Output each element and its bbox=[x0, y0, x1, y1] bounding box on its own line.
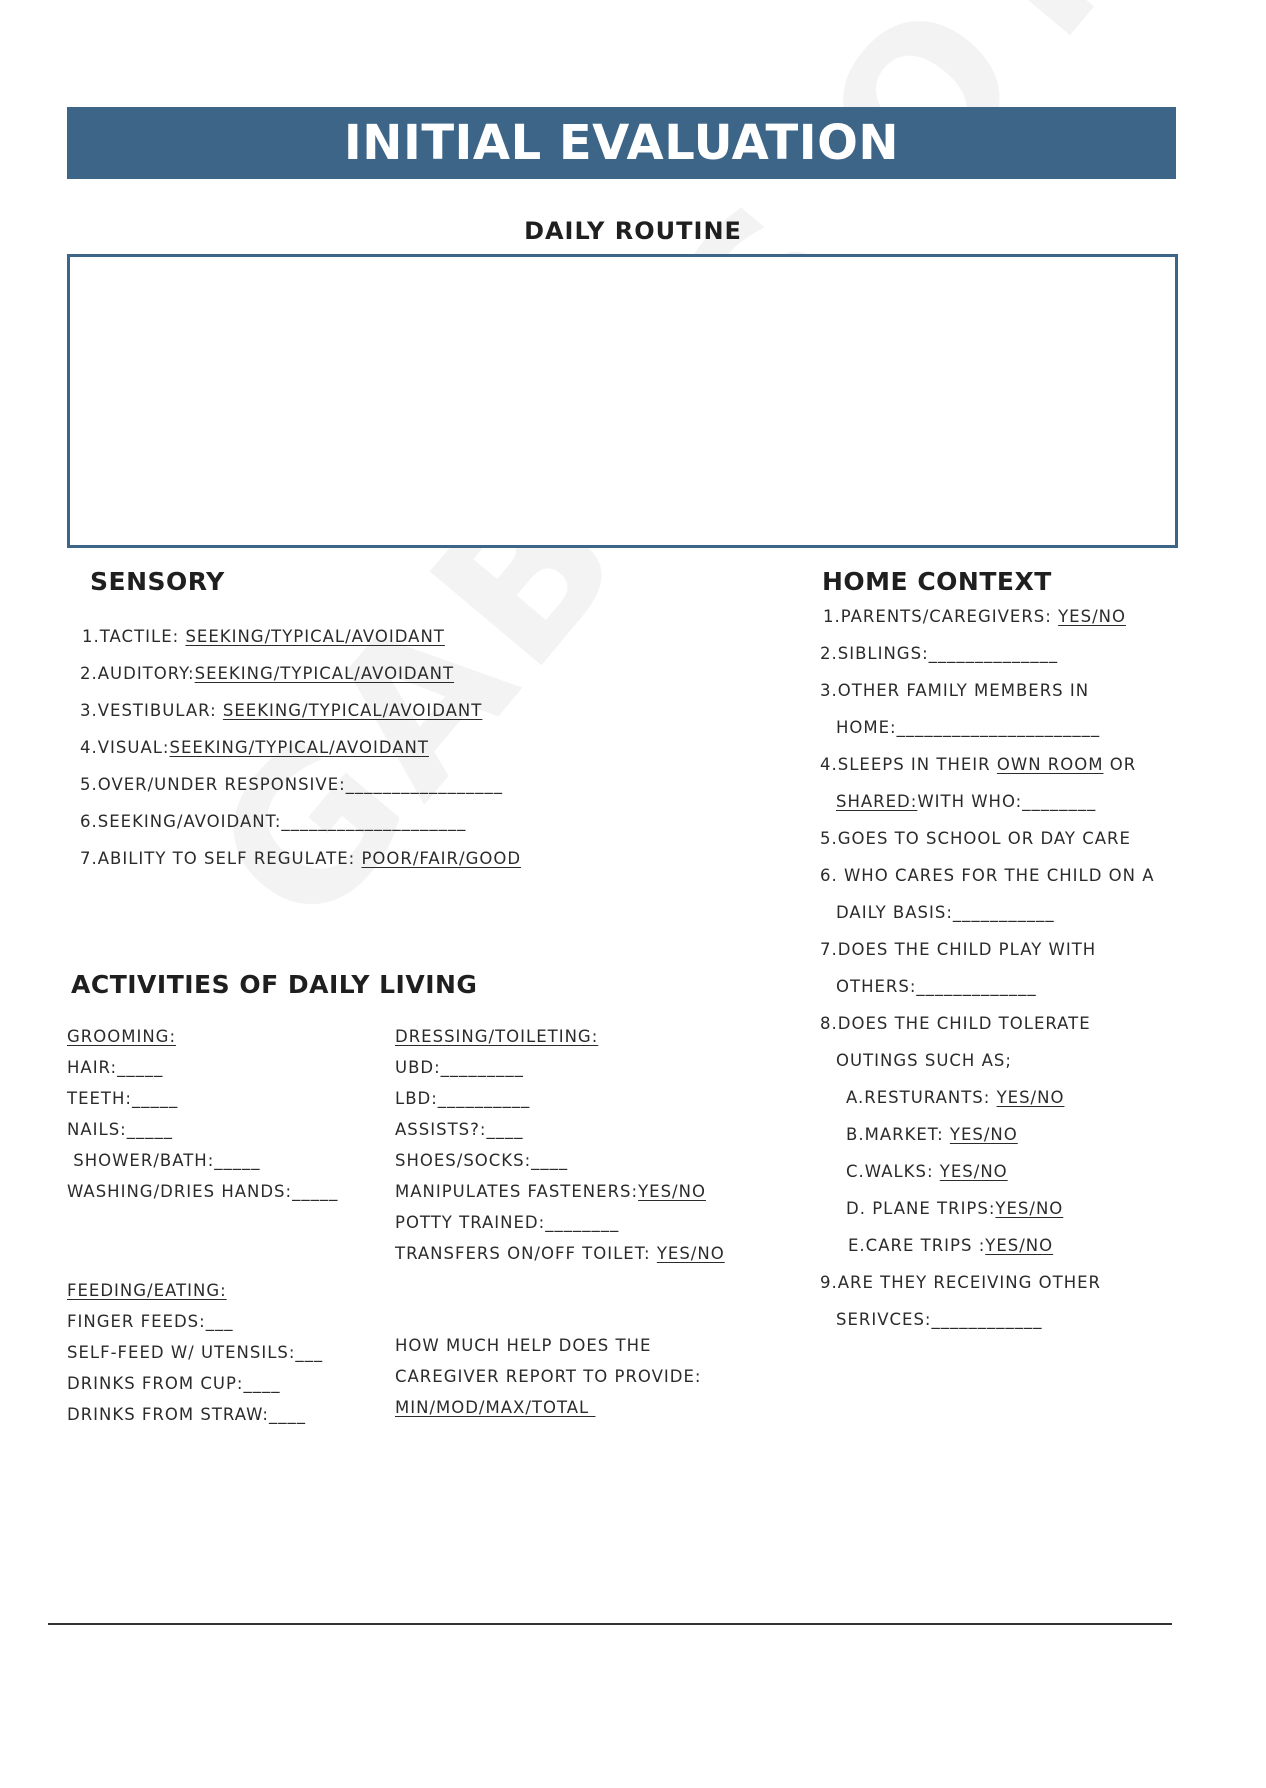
help-question-line-2: CAREGIVER REPORT TO PROVIDE: bbox=[395, 1367, 702, 1386]
dressing-item: SHOES/SOCKS:____ bbox=[395, 1151, 569, 1170]
title-banner bbox=[67, 107, 1176, 179]
grooming-item: TEETH:_____ bbox=[67, 1089, 179, 1108]
adl-heading: ACTIVITIES OF DAILY LIVING bbox=[71, 970, 478, 999]
sensory-item: 5.OVER/UNDER RESPONSIVE:_________________ bbox=[80, 775, 503, 794]
home-item-cont: OUTINGS SUCH AS; bbox=[836, 1051, 1012, 1070]
dressing-item: TRANSFERS ON/OFF TOILET: YES/NO bbox=[395, 1244, 725, 1263]
outing-item: D. PLANE TRIPS:YES/NO bbox=[846, 1199, 1064, 1218]
grooming-item: WASHING/DRIES HANDS:_____ bbox=[67, 1182, 339, 1201]
help-answer: MIN/MOD/MAX/TOTAL bbox=[395, 1398, 596, 1417]
home-item-cont: SERIVCES:____________ bbox=[836, 1310, 1043, 1329]
home-item: 6. WHO CARES FOR THE CHILD ON A bbox=[820, 866, 1155, 885]
sensory-item: 7.ABILITY TO SELF REGULATE: POOR/FAIR/GOOD bbox=[80, 849, 522, 868]
grooming-item: SHOWER/BATH:_____ bbox=[67, 1151, 261, 1170]
home-item: 5.GOES TO SCHOOL OR DAY CARE bbox=[820, 829, 1131, 848]
home-item: 1.PARENTS/CAREGIVERS: YES/NO bbox=[823, 607, 1126, 626]
page-title: INITIAL EVALUATION bbox=[343, 115, 900, 171]
home-item: 4.SLEEPS IN THEIR OWN ROOM OR bbox=[820, 755, 1137, 774]
home-item: 2.SIBLINGS:______________ bbox=[820, 644, 1059, 663]
outing-item: B.MARKET: YES/NO bbox=[846, 1125, 1018, 1144]
sensory-item: 6.SEEKING/AVOIDANT:____________________ bbox=[80, 812, 467, 831]
daily-routine-box[interactable] bbox=[67, 254, 1178, 548]
sensory-item: 2.AUDITORY:SEEKING/TYPICAL/AVOIDANT bbox=[80, 664, 455, 683]
outing-item: A.RESTURANTS: YES/NO bbox=[846, 1088, 1065, 1107]
sensory-item: 4.VISUAL:SEEKING/TYPICAL/AVOIDANT bbox=[80, 738, 429, 757]
home-item-cont: OTHERS:_____________ bbox=[836, 977, 1037, 996]
feeding-item: FINGER FEEDS:___ bbox=[67, 1312, 234, 1331]
sensory-item: 3.VESTIBULAR: SEEKING/TYPICAL/AVOIDANT bbox=[80, 701, 483, 720]
home-context-heading: HOME CONTEXT bbox=[822, 567, 1052, 596]
sensory-item: 1.TACTILE: SEEKING/TYPICAL/AVOIDANT bbox=[82, 627, 445, 646]
home-item-cont: DAILY BASIS:___________ bbox=[836, 903, 1055, 922]
daily-routine-heading: DAILY ROUTINE bbox=[524, 217, 742, 245]
dressing-item: ASSISTS?:____ bbox=[395, 1120, 524, 1139]
grooming-item: HAIR:_____ bbox=[67, 1058, 164, 1077]
dressing-item: LBD:__________ bbox=[395, 1089, 531, 1108]
feeding-item: SELF-FEED W/ UTENSILS:___ bbox=[67, 1343, 324, 1362]
outing-item: E.CARE TRIPS :YES/NO bbox=[848, 1236, 1054, 1255]
feeding-item: DRINKS FROM STRAW:____ bbox=[67, 1405, 306, 1424]
dressing-item: UBD:_________ bbox=[395, 1058, 524, 1077]
help-question-line-1: HOW MUCH HELP DOES THE bbox=[395, 1336, 652, 1355]
home-item: 7.DOES THE CHILD PLAY WITH bbox=[820, 940, 1097, 959]
dressing-item: POTTY TRAINED:________ bbox=[395, 1213, 620, 1232]
home-item: 9.ARE THEY RECEIVING OTHER bbox=[820, 1273, 1101, 1292]
outing-item: C.WALKS: YES/NO bbox=[846, 1162, 1008, 1181]
home-item-cont: HOME:______________________ bbox=[836, 718, 1101, 737]
footer-divider bbox=[48, 1623, 1172, 1625]
feeding-item: DRINKS FROM CUP:____ bbox=[67, 1374, 281, 1393]
grooming-item: NAILS:_____ bbox=[67, 1120, 173, 1139]
feeding-heading: FEEDING/EATING: bbox=[67, 1281, 227, 1300]
home-item: 3.OTHER FAMILY MEMBERS IN bbox=[820, 681, 1090, 700]
dressing-heading: DRESSING/TOILETING: bbox=[395, 1027, 599, 1046]
home-item-cont: SHARED:WITH WHO:________ bbox=[836, 792, 1097, 811]
sensory-heading: SENSORY bbox=[90, 567, 225, 596]
dressing-item: MANIPULATES FASTENERS:YES/NO bbox=[395, 1182, 706, 1201]
grooming-heading: GROOMING: bbox=[67, 1027, 177, 1046]
home-item: 8.DOES THE CHILD TOLERATE bbox=[820, 1014, 1091, 1033]
